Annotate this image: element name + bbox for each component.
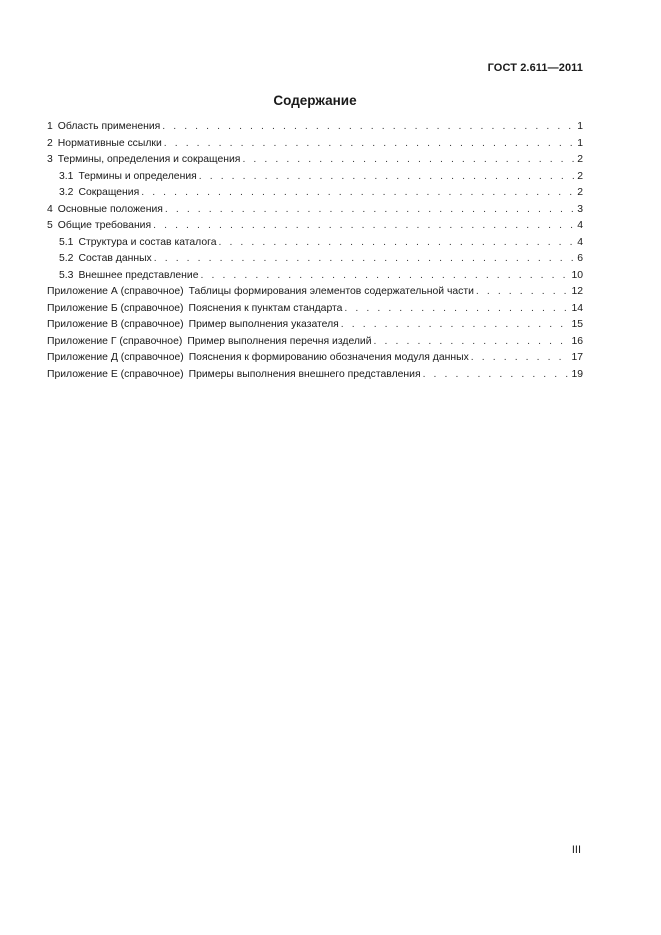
toc-entry-number: 2 bbox=[47, 137, 53, 149]
toc-entry-title: Область применения bbox=[57, 121, 161, 132]
toc-entry[interactable] bbox=[47, 169, 583, 186]
dot-leader bbox=[374, 334, 571, 351]
appendix-label: Приложение Д (справочное) bbox=[47, 352, 184, 363]
toc-entry-number: 3.1 bbox=[59, 170, 74, 182]
toc-entry[interactable] bbox=[47, 119, 583, 136]
toc-entry-page: 19 bbox=[571, 368, 583, 380]
table-of-contents bbox=[47, 119, 583, 383]
toc-entry-page: 15 bbox=[571, 319, 583, 330]
toc-entry-page: 4 bbox=[577, 236, 583, 248]
toc-entry-title: Общие требования bbox=[57, 220, 152, 231]
appendix-label: Приложение Б (справочное) bbox=[47, 302, 184, 314]
toc-title: Содержание bbox=[273, 93, 357, 108]
toc-entry-title: Сокращения bbox=[78, 187, 140, 198]
dot-leader bbox=[201, 268, 571, 285]
dot-leader bbox=[242, 152, 576, 169]
toc-entry-page: 12 bbox=[571, 286, 583, 297]
dot-leader bbox=[344, 301, 570, 318]
dot-leader bbox=[199, 169, 576, 186]
toc-entry-title: Термины, определения и сокращения bbox=[57, 154, 241, 165]
appendix-label: Приложение Е (справочное) bbox=[47, 368, 184, 380]
toc-entry-title: Пояснения к формированию обозначения модуля данных bbox=[188, 352, 469, 363]
toc-entry-page: 17 bbox=[571, 352, 583, 363]
toc-entry-page: 6 bbox=[577, 253, 583, 264]
toc-entry-number: 5.3 bbox=[59, 269, 74, 281]
appendix-label: Приложение Г (справочное) bbox=[47, 335, 183, 347]
dot-leader bbox=[141, 185, 576, 202]
dot-leader bbox=[423, 367, 571, 384]
toc-entry-number: 3.2 bbox=[59, 187, 74, 198]
toc-entry-number: 5.1 bbox=[59, 236, 74, 248]
toc-entry-page: 16 bbox=[571, 335, 583, 347]
dot-leader bbox=[153, 218, 576, 235]
toc-entry-appendix[interactable] bbox=[47, 350, 583, 367]
toc-entry-title: Состав данных bbox=[78, 253, 152, 264]
toc-entry-page: 14 bbox=[571, 302, 583, 314]
toc-entry[interactable] bbox=[47, 202, 583, 219]
toc-entry[interactable] bbox=[47, 235, 583, 252]
dot-leader bbox=[471, 350, 571, 367]
toc-entry[interactable] bbox=[47, 218, 583, 235]
toc-entry-number: 5 bbox=[47, 220, 53, 231]
dot-leader bbox=[476, 284, 571, 301]
toc-entry-title: Термины и определения bbox=[78, 170, 197, 182]
toc-entry-page: 2 bbox=[577, 170, 583, 182]
dot-leader bbox=[154, 251, 576, 268]
toc-entry-page: 2 bbox=[577, 154, 583, 165]
toc-entry-number: 3 bbox=[47, 154, 53, 165]
toc-entry-number: 4 bbox=[47, 203, 53, 215]
page-number: III bbox=[571, 844, 581, 856]
toc-entry-title: Пример выполнения указателя bbox=[188, 319, 339, 330]
dot-leader bbox=[218, 235, 576, 252]
toc-entry-number: 1 bbox=[47, 121, 53, 132]
toc-entry-appendix[interactable] bbox=[47, 284, 583, 301]
toc-entry-appendix[interactable] bbox=[47, 367, 583, 384]
toc-entry[interactable] bbox=[47, 268, 583, 285]
toc-entry-title: Примеры выполнения внешнего представления bbox=[188, 368, 421, 380]
toc-entry[interactable] bbox=[47, 251, 583, 268]
dot-leader bbox=[165, 202, 576, 219]
dot-leader bbox=[162, 119, 576, 136]
toc-entry-title: Нормативные ссылки bbox=[57, 137, 162, 149]
toc-entry-page: 1 bbox=[577, 121, 583, 132]
toc-entry-appendix[interactable] bbox=[47, 317, 583, 334]
toc-entry-page: 2 bbox=[577, 187, 583, 198]
appendix-label: Приложение В (справочное) bbox=[47, 319, 184, 330]
toc-entry-page: 4 bbox=[577, 220, 583, 231]
toc-entry[interactable] bbox=[47, 185, 583, 202]
toc-entry-number: 5.2 bbox=[59, 253, 74, 264]
toc-entry-title: Основные положения bbox=[57, 203, 163, 215]
toc-entry-title: Пояснения к пунктам стандарта bbox=[188, 302, 343, 314]
toc-entry-title: Таблицы формирования элементов содержательной части bbox=[188, 286, 474, 297]
appendix-label: Приложение А (справочное) bbox=[47, 286, 184, 297]
toc-entry-title: Структура и состав каталога bbox=[78, 236, 217, 248]
toc-entry-title: Пример выполнения перечня изделий bbox=[187, 335, 372, 347]
toc-entry-page: 3 bbox=[577, 203, 583, 215]
toc-entry[interactable] bbox=[47, 152, 583, 169]
document-code: ГОСТ 2.611—2011 bbox=[487, 62, 583, 74]
toc-entry-page: 1 bbox=[577, 137, 583, 149]
dot-leader bbox=[341, 317, 571, 334]
toc-entry-title: Внешнее представление bbox=[78, 269, 199, 281]
toc-entry-page: 10 bbox=[571, 269, 583, 281]
toc-entry-appendix[interactable] bbox=[47, 334, 583, 351]
toc-entry[interactable] bbox=[47, 136, 583, 153]
toc-entry-appendix[interactable] bbox=[47, 301, 583, 318]
dot-leader bbox=[164, 136, 576, 153]
